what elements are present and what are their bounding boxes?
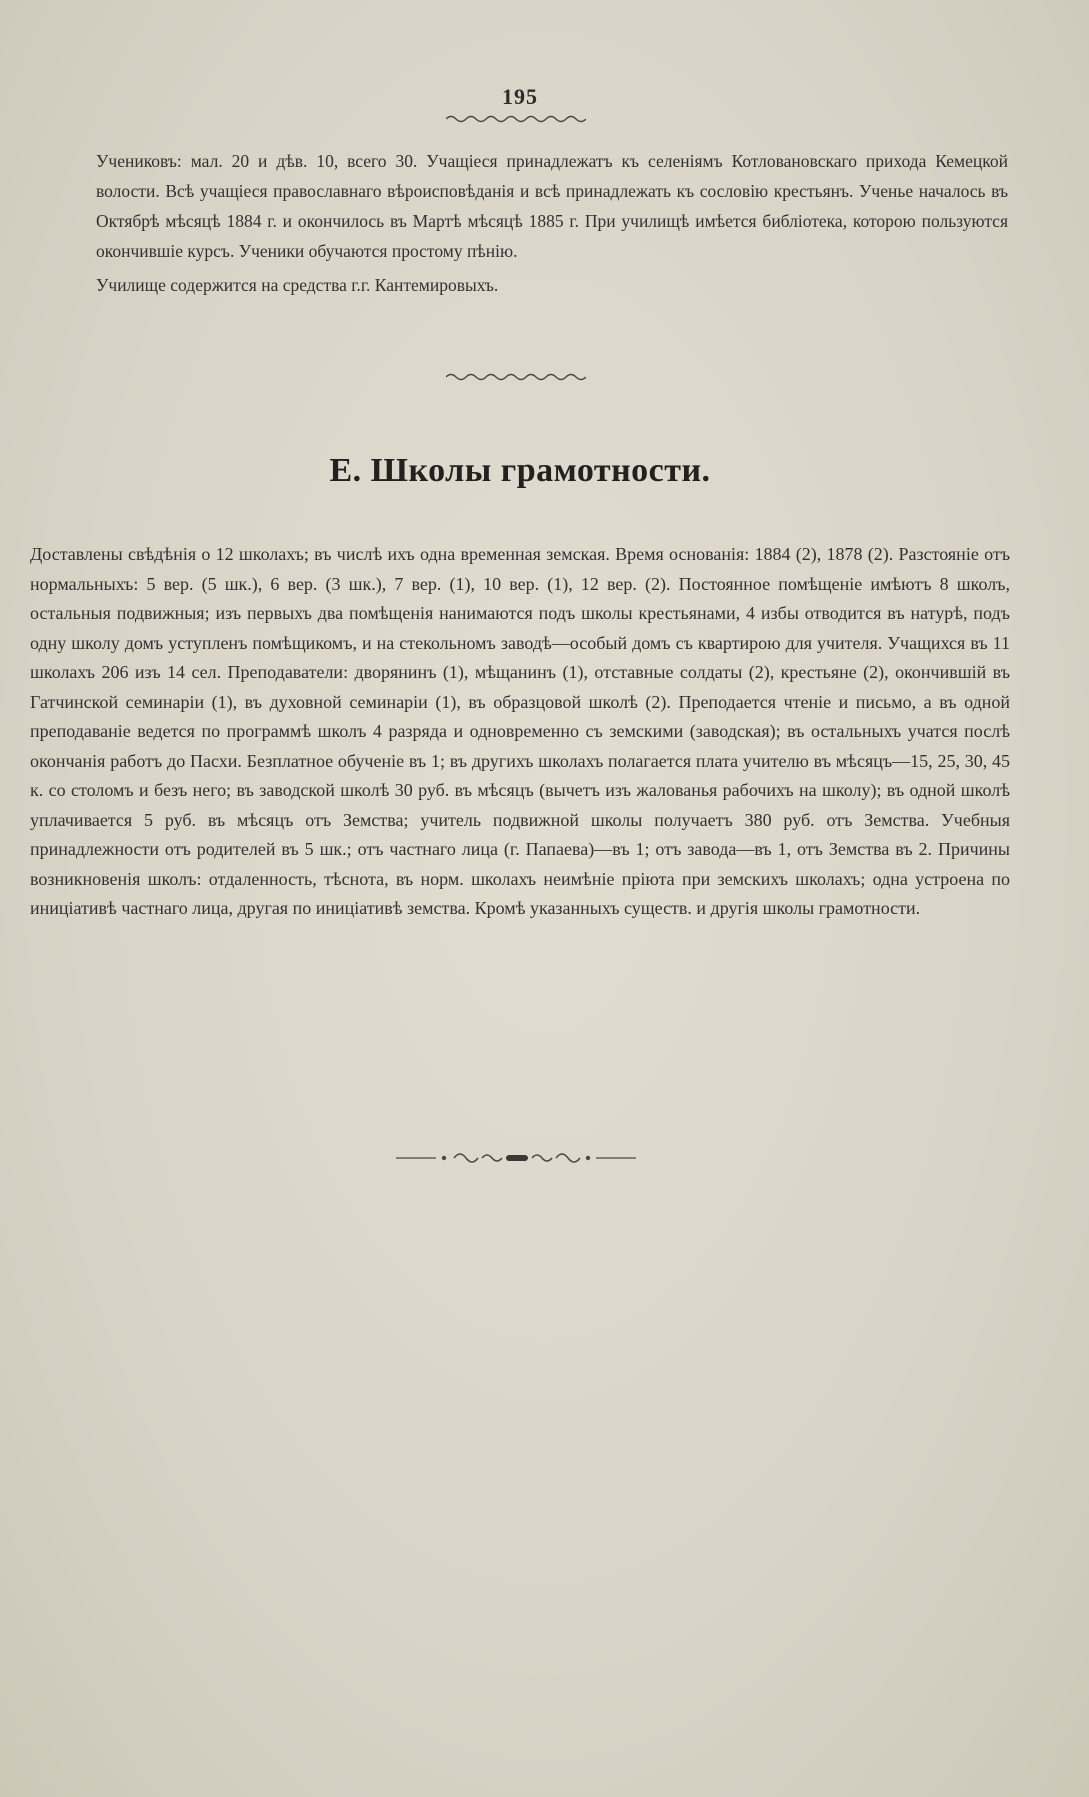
section-body <box>30 540 1010 924</box>
wavy-rule-top <box>446 114 586 124</box>
top-text-block <box>96 146 1008 300</box>
top-paragraph-1: Учениковъ: мал. 20 и дѣв. 10, всего 30. Учащіеся принадлежатъ къ селеніямъ Котловановскаго прихода Кемецкой волости. Всѣ учащіеся православнаго вѣроисповѣданія и всѣ принадлежать къ сословію крестьянъ. Ученье началось въ Октябрѣ мѣсяцѣ 1884 г. и окончилось въ Мартѣ мѣсяцѣ 1885 г. При училищѣ имѣется библіотека, которою пользуются окончившіе курсъ. Ученики обучаются простому пѣнію. <box>96 151 1008 261</box>
page-number: 195 <box>502 84 538 109</box>
top-paragraph-2: Училище содержится на средства г.г. Кантемировыхъ. <box>96 275 499 295</box>
wavy-rule-middle <box>446 372 586 382</box>
section-body-paragraph: Доставлены свѣдѣнія о 12 школахъ; въ числѣ ихъ одна временная земская. Время основанія: 1884 (2), 1878 (2). Разстояніе отъ нормальныхъ: 5 вер. (5 шк.), 6 вер. (3 шк.), 7 вер. (1), 10 вер. (1), 12 вер. (2). Постоянное помѣщеніе имѣютъ 8 школъ, остальныя подвижныя; изъ первыхъ два помѣщенія нанимаются подъ школы крестьянами, 4 избы отводится въ натурѣ, подъ одну школу домъ уступленъ помѣщикомъ, и на стекольномъ заводѣ—особый домъ съ квартирою для учителя. Учащихся въ 11 школахъ 206 изъ 14 сел. Преподаватели: дворянинъ (1), мѣщанинъ (1), отставные солдаты (2), крестьяне (2), окончившій въ Гатчинской семинаріи (1), въ духовной семинаріи (1), въ образцовой школѣ (2). Преподается чтеніе и письмо, а въ одной преподаваніе ведется по программѣ школъ 4 разряда и одновременно съ земскими (заводская); въ остальныхъ учатся послѣ окончанія работъ до Пасхи. Безплатное обученіе въ 1; въ другихъ школахъ полагается плата учителю въ мѣсяцъ—15, 25, 30, 45 к. со столомъ и безъ него; въ заводской школѣ 30 руб. въ мѣсяцъ (вычетъ изъ жалованья рабочихъ на школу); въ одной школѣ уплачивается 5 руб. въ мѣсяцъ отъ Земства; учитель подвижной школы получаетъ 380 руб. отъ Земства. Учебныя принадлежности отъ родителей въ 5 шк.; отъ частнаго лица (г. Папаева)—въ 1; отъ завода—въ 1, отъ Земства въ 2. Причины возникновенія школъ: отдаленность, тѣснота, въ норм. школахъ неимѣніе пріюта при земскихъ школахъ; одна устроена по иниціативѣ частнаго лица, другая по иниціативѣ земства. Кромѣ указанныхъ существ. и другія школы грамотности. <box>30 544 1010 918</box>
section-title: Е. Школы грамотности. <box>329 452 711 489</box>
end-ornament <box>396 1148 636 1168</box>
